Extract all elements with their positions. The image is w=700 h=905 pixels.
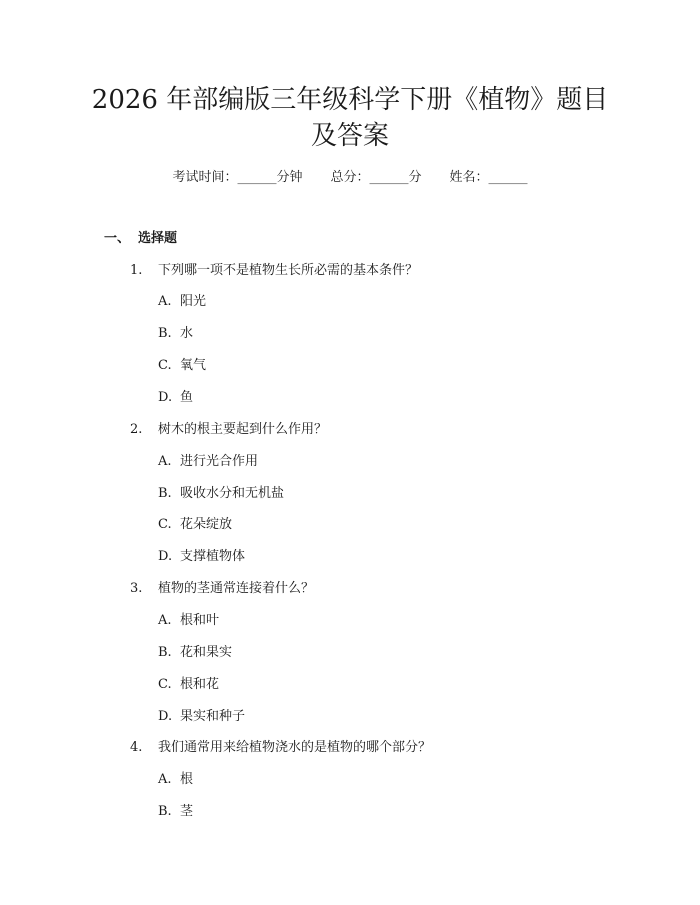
option-text: 根和叶 <box>180 613 220 628</box>
option-letter: B. <box>158 486 172 501</box>
question-2 <box>130 421 327 439</box>
document-title-line2: 及答案 <box>310 121 389 151</box>
question-4 <box>130 739 431 757</box>
question-3-option-d <box>158 708 245 726</box>
question-number: 3. <box>130 581 143 596</box>
option-text: 根 <box>180 772 194 787</box>
question-3-option-c <box>158 676 219 694</box>
question-1 <box>130 262 418 280</box>
section-heading <box>104 230 177 248</box>
option-text: 花和果实 <box>180 645 233 660</box>
option-letter: A. <box>158 294 172 309</box>
question-1-option-a <box>158 293 206 311</box>
option-letter: C. <box>158 517 172 532</box>
option-text: 水 <box>180 326 194 341</box>
option-letter: A. <box>158 772 172 787</box>
option-letter: A. <box>158 454 172 469</box>
option-letter: D. <box>158 709 173 724</box>
document-title-line1: 2026 年部编版三年级科学下册《植物》题目 <box>91 85 609 115</box>
question-1-option-c <box>158 357 206 375</box>
option-letter: A. <box>158 613 172 628</box>
total-score-field: 总分：______分 <box>330 170 422 185</box>
question-2-option-d <box>158 548 245 566</box>
exam-meta-row <box>0 169 700 187</box>
section-number: 一、 <box>104 231 131 246</box>
option-letter: B. <box>158 804 172 819</box>
option-letter: C. <box>158 677 172 692</box>
option-text: 茎 <box>180 804 194 819</box>
option-letter: C. <box>158 358 172 373</box>
option-text: 支撑植物体 <box>180 549 246 564</box>
question-text: 下列哪一项不是植物生长所必需的基本条件？ <box>158 263 419 278</box>
option-text: 根和花 <box>180 677 220 692</box>
question-3-option-b <box>158 644 232 662</box>
question-text: 植物的茎通常连接着什么？ <box>158 581 315 596</box>
question-1-option-b <box>158 325 193 343</box>
question-text: 我们通常用来给植物浇水的是植物的哪个部分？ <box>158 740 432 755</box>
question-4-option-b <box>158 803 193 821</box>
question-3-option-a <box>158 612 219 630</box>
question-4-option-a <box>158 771 193 789</box>
student-name-field: 姓名：______ <box>449 170 528 185</box>
option-text: 鱼 <box>180 390 194 405</box>
question-1-option-d <box>158 389 193 407</box>
option-text: 阳光 <box>180 294 207 309</box>
option-letter: D. <box>158 390 173 405</box>
question-2-option-b <box>158 485 284 503</box>
question-2-option-a <box>158 453 258 471</box>
option-letter: D. <box>158 549 173 564</box>
option-text: 氧气 <box>180 358 207 373</box>
question-2-option-c <box>158 516 232 534</box>
option-letter: B. <box>158 326 172 341</box>
option-text: 吸收水分和无机盐 <box>180 486 285 501</box>
exam-time-field: 考试时间：______分钟 <box>172 170 303 185</box>
question-number: 4. <box>130 740 143 755</box>
question-number: 1. <box>130 263 143 278</box>
question-text: 树木的根主要起到什么作用？ <box>158 422 328 437</box>
option-text: 果实和种子 <box>180 709 246 724</box>
question-number: 2. <box>130 422 143 437</box>
section-title: 选择题 <box>138 231 178 246</box>
question-3 <box>130 580 314 598</box>
option-text: 花朵绽放 <box>180 517 233 532</box>
option-letter: B. <box>158 645 172 660</box>
option-text: 进行光合作用 <box>180 454 259 469</box>
